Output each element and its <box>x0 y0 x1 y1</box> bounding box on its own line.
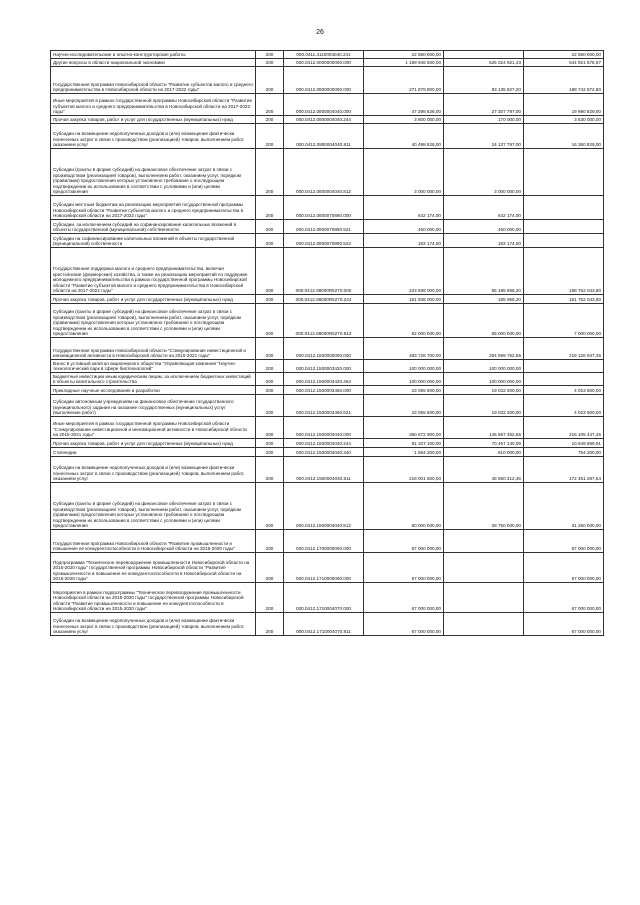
row-classification-code: 000.0412.1500004040.811 <box>284 457 364 483</box>
table-row <box>51 448 604 457</box>
row-line-code: 200 <box>256 613 284 636</box>
table-row <box>51 67 604 94</box>
row-executed-amount: 185 956,20 <box>444 295 524 304</box>
row-line-code: 200 <box>256 448 284 457</box>
row-classification-code: 000.0412.0000000000.000 <box>284 59 364 67</box>
row-name: Субсидии (гранты в форме субсидий) на финансовое обеспечение затрат в связи с производством (реализацией товаров), выполнением работ, оказанием услуг, порядком (правилами) предоставления которых установлено требование о последующем подтверждении их использования в соответствии с условиями и (или) целями предоставления <box>51 483 256 530</box>
row-classification-code: 000.0412.1710004070.000 <box>284 583 364 613</box>
row-classification-code: 000.0412.0800004040.000 <box>284 94 364 116</box>
row-line-code: 200 <box>256 553 284 583</box>
row-executed-amount: 27 307 797,00 <box>444 94 524 116</box>
row-executed-amount: 264 599 752,55 <box>444 338 524 360</box>
row-classification-code: 000.0412.1700000000.000 <box>284 530 364 553</box>
row-approved-amount: 192 174,00 <box>364 234 444 248</box>
row-line-code: 200 <box>256 395 284 417</box>
row-executed-amount <box>444 613 524 636</box>
table-row <box>51 220 604 234</box>
table-row <box>51 234 604 248</box>
table-row <box>51 94 604 116</box>
row-line-code: 200 <box>256 51 284 59</box>
row-unexecuted-amount <box>524 373 604 386</box>
row-classification-code: 000.0412.0800004040.812 <box>284 149 364 196</box>
row-line-code: 200 <box>256 373 284 386</box>
row-approved-amount: 1 564 200,00 <box>364 448 444 457</box>
row-executed-amount: 70 457 140,09 <box>444 439 524 448</box>
row-name: Государственная программа Новосибирской области "Развитие субъектов малого и среднего предпринимательства в Новосибирской области на 2017-2022 годы" <box>51 67 256 94</box>
page-number: 26 <box>316 29 324 36</box>
row-name: Прикладные научные исследования и разработки <box>51 386 256 395</box>
row-line-code: 200 <box>256 67 284 94</box>
row-name: Прочая закупка товаров, работ и услуг для государственных (муниципальных) нужд <box>51 116 256 124</box>
row-line-code: 200 <box>256 338 284 360</box>
row-approved-amount: 62 000 000,00 <box>364 304 444 338</box>
row-executed-amount: 100 000 000,00 <box>444 360 524 373</box>
row-unexecuted-amount <box>524 220 604 234</box>
row-name: Субсидии на возмещение недополученных доходов и (или) возмещение фактически понесенных затрат в связи с производством (реализацией) товаров, выполнением работ, оказанием услуг <box>51 457 256 483</box>
row-name: Другие вопросы в области национальной экономики <box>51 59 256 67</box>
row-executed-amount <box>444 583 524 613</box>
table-row <box>51 304 604 338</box>
row-unexecuted-amount <box>524 360 604 373</box>
table-row <box>51 483 604 530</box>
row-line-code: 200 <box>256 196 284 220</box>
row-approved-amount: 23 055 800,00 <box>364 386 444 395</box>
row-unexecuted-amount <box>524 149 604 196</box>
table-row <box>51 295 604 304</box>
row-executed-amount: 525 024 921,43 <box>444 59 524 67</box>
row-executed-amount: 28 750 000,00 <box>444 483 524 530</box>
row-classification-code: 000.0412.08000R5270.244 <box>284 295 364 304</box>
row-unexecuted-amount: 67 000 000,00 <box>524 583 604 613</box>
row-approved-amount: 218 001 600,00 <box>364 457 444 483</box>
row-classification-code: 000.0412.0800070890.521 <box>284 220 364 234</box>
row-classification-code: 000.0412.1500004040.000 <box>284 417 364 439</box>
row-line-code: 200 <box>256 295 284 304</box>
table-row <box>51 386 604 395</box>
row-approved-amount: 40 498 626,00 <box>364 124 444 149</box>
row-classification-code: 000.0412.0800004040.244 <box>284 116 364 124</box>
row-classification-code: 000.0411.4110004040.241 <box>284 51 364 59</box>
row-approved-amount: 223 938 000,00 <box>364 248 444 295</box>
table-row <box>51 51 604 59</box>
row-executed-amount: 100 000 000,00 <box>444 373 524 386</box>
table-row <box>51 196 604 220</box>
row-approved-amount: 3 000 000,00 <box>364 149 444 196</box>
row-classification-code: 000.0412.0800070890.000 <box>284 196 364 220</box>
table-row <box>51 583 604 613</box>
row-approved-amount: 360 672 900,00 <box>364 417 444 439</box>
row-line-code: 200 <box>256 94 284 116</box>
row-approved-amount: 100 000 000,00 <box>364 360 444 373</box>
row-unexecuted-amount <box>524 196 604 220</box>
row-name: Взнос в уставный капитал акционерного общества "Управляющая компания "Научно-технологический парк в сфере биотехнологий" <box>51 360 256 373</box>
row-name: Бюджетные инвестиции иным юридическим лицам, за исключением бюджетных инвестиций в объекты капитального строительства <box>51 373 256 386</box>
row-classification-code: 000.0412.0800004040.811 <box>284 124 364 149</box>
table-row <box>51 116 604 124</box>
row-classification-code: 000.0412.08000R5270.000 <box>284 248 364 295</box>
row-classification-code: 000.0412.1500003420.452 <box>284 373 364 386</box>
row-line-code: 200 <box>256 530 284 553</box>
row-name: Субсидии (гранты в форме субсидий) на финансовое обеспечение затрат в связи с производством (реализацией товаров), выполнением работ, оказанием услуг, порядком (правилами) предоставления которых установлено требование о последующем подтверждении их использования в соответствии с условиями и (или) целями предоставления <box>51 304 256 338</box>
row-classification-code: 000.0412.1500003460.621 <box>284 395 364 417</box>
row-name: Подпрограмма "Техническое перевооружение промышленности Новосибирской области на 2015-2020 годы" государственной программы Новосибирской области "Развитие промышленности и повышение ее конкурентоспособности в Новосибирской области на 2015-2020 годы" <box>51 553 256 583</box>
row-line-code: 200 <box>256 234 284 248</box>
row-name: Иные мероприятия в рамках государственной программы Новосибирской области "Стимулирование инвестиционной и инновационной активности в Новосибирской области на 2015-2021 годы" <box>51 417 256 439</box>
row-unexecuted-amount: 10 649 959,91 <box>524 439 604 448</box>
row-approved-amount: 67 000 000,00 <box>364 553 444 583</box>
table-row <box>51 613 604 636</box>
row-line-code: 200 <box>256 304 284 338</box>
row-line-code: 200 <box>256 116 284 124</box>
row-executed-amount: 55 000 000,00 <box>444 304 524 338</box>
row-executed-amount: 45 550 312,46 <box>444 457 524 483</box>
row-executed-amount: 450 000,00 <box>444 220 524 234</box>
row-name: Прочая закупка товаров, работ и услуг для государственных (муниципальных) нужд <box>51 295 256 304</box>
row-name: Иные мероприятия в рамках государственной программы Новосибирской области "Развитие субъектов малого и среднего предпринимательства в Новосибирской области на 2017-2022 годы" <box>51 94 256 116</box>
table-row <box>51 360 604 373</box>
row-unexecuted-amount: 219 128 947,45 <box>524 338 604 360</box>
row-classification-code: 000.0412.1710000000.000 <box>284 553 364 583</box>
row-approved-amount: 81 107 100,00 <box>364 439 444 448</box>
row-executed-amount <box>444 51 524 59</box>
row-unexecuted-amount: 4 023 500,00 <box>524 395 604 417</box>
row-line-code: 200 <box>256 124 284 149</box>
row-line-code: 200 <box>256 439 284 448</box>
row-line-code: 200 <box>256 386 284 395</box>
row-name: Субсидии местным бюджетам на реализацию мероприятий государственной программы Новосибирской области "Развитие субъектов малого и среднего предпринимательства в Новосибирской области на 2017-2022 годы" <box>51 196 256 220</box>
row-unexecuted-amount: 19 990 829,00 <box>524 94 604 116</box>
row-approved-amount: 483 728 700,00 <box>364 338 444 360</box>
row-classification-code: 000.0412.1500003420.000 <box>284 360 364 373</box>
row-approved-amount: 23 055 800,00 <box>364 395 444 417</box>
row-name: Государственная программа Новосибирской области "Развитие промышленности и повышение ее конкурентоспособности в Новосибирской области на 2015-2020 годы" <box>51 530 256 553</box>
row-line-code: 200 <box>256 248 284 295</box>
row-classification-code: 000.0412.1500004040.340 <box>284 448 364 457</box>
row-approved-amount: 161 938 000,00 <box>364 295 444 304</box>
row-unexecuted-amount: 22 580 000,00 <box>524 51 604 59</box>
row-approved-amount: 47 298 626,00 <box>364 94 444 116</box>
row-approved-amount: 1 169 946 500,00 <box>364 59 444 67</box>
row-line-code: 200 <box>256 457 284 483</box>
table-row <box>51 395 604 417</box>
row-classification-code: 000.0412.1500004040.812 <box>284 483 364 530</box>
row-unexecuted-amount: 754 200,00 <box>524 448 604 457</box>
row-classification-code: 000.0412.1500000000.000 <box>284 338 364 360</box>
row-approved-amount: 271 878 800,00 <box>364 67 444 94</box>
row-approved-amount: 3 800 000,00 <box>364 116 444 124</box>
row-name: Стипендии <box>51 448 256 457</box>
row-classification-code: 000.0412.1500004040.244 <box>284 439 364 448</box>
table-row <box>51 439 604 448</box>
row-executed-amount: 145 567 452,55 <box>444 417 524 439</box>
row-name: Субсидии автономным учреждениям на финансовое обеспечение государственного (муниципального) задания на оказание государственных (муниципальных) услуг (выполнение работ) <box>51 395 256 417</box>
row-line-code: 200 <box>256 417 284 439</box>
row-line-code: 200 <box>256 149 284 196</box>
row-unexecuted-amount: 16 360 829,00 <box>524 124 604 149</box>
row-approved-amount: 450 000,00 <box>364 220 444 234</box>
row-name: Субсидии на возмещение недополученных доходов и (или) возмещение фактически понесенных затрат в связи с производством (реализацией) товаров, выполнением работ, оказанием услуг <box>51 124 256 149</box>
row-executed-amount: 192 174,00 <box>444 234 524 248</box>
row-name: Государственная программа Новосибирской области "Стимулирование инвестиционной и инновационной активности в Новосибирской области на 2015-2021 годы" <box>51 338 256 360</box>
row-approved-amount: 67 000 000,00 <box>364 530 444 553</box>
row-name: Субсидии, за исключением субсидий на софинансирование капитальных вложений в объекты государственной (муниципальной) собственности <box>51 220 256 234</box>
row-unexecuted-amount: 67 000 000,00 <box>524 553 604 583</box>
row-name: Мероприятия в рамках подпрограммы "Техническое перевооружение промышленности Новосибирской области на 2015-2020 годы" государственной программы Новосибирской области "Развитие промышленности и повышение ее конкурентоспособности в Новосибирской области на 2015-2020 годы" <box>51 583 256 613</box>
row-executed-amount: 170 000,00 <box>444 116 524 124</box>
table-row <box>51 248 604 295</box>
row-unexecuted-amount: 172 451 287,54 <box>524 457 604 483</box>
row-classification-code: 000.0412.0800070890.522 <box>284 234 364 248</box>
table-row <box>51 124 604 149</box>
row-unexecuted-amount <box>524 234 604 248</box>
row-executed-amount: 642 174,00 <box>444 196 524 220</box>
row-line-code: 200 <box>256 220 284 234</box>
row-approved-amount: 22 580 000,00 <box>364 51 444 59</box>
table-row <box>51 338 604 360</box>
row-unexecuted-amount: 161 752 043,80 <box>524 295 604 304</box>
row-executed-amount: 55 185 956,20 <box>444 248 524 295</box>
row-unexecuted-amount: 3 630 000,00 <box>524 116 604 124</box>
row-approved-amount: 60 000 000,00 <box>364 483 444 530</box>
row-approved-amount: 100 000 000,00 <box>364 373 444 386</box>
budget-table <box>50 50 604 636</box>
row-name: Научно-исследовательские и опытно-конструкторские работы <box>51 51 256 59</box>
row-unexecuted-amount: 215 105 447,45 <box>524 417 604 439</box>
row-name: Государственная поддержка малого и среднего предпринимательства, включая крестьянские (фермерские) хозяйства, а также на реализацию мероприятий по поддержке молодежного предпринимательства в рамках государственной программы Новосибирской области "Развитие субъектов малого и среднего предпринимательства в Новосибирской области на 2017-2022 годы" <box>51 248 256 295</box>
table-row <box>51 457 604 483</box>
row-name: Субсидии на возмещение недополученных доходов и (или) возмещение фактически понесенных затрат в связи с производством (реализацией) товаров, выполнением работ, оказанием услуг <box>51 613 256 636</box>
row-unexecuted-amount: 7 000 000,00 <box>524 304 604 338</box>
table-row <box>51 417 604 439</box>
row-line-code: 200 <box>256 59 284 67</box>
row-unexecuted-amount: 67 000 000,00 <box>524 613 604 636</box>
row-executed-amount <box>444 530 524 553</box>
row-executed-amount: 810 000,00 <box>444 448 524 457</box>
row-executed-amount: 24 137 797,00 <box>444 124 524 149</box>
row-approved-amount: 67 000 000,00 <box>364 613 444 636</box>
row-classification-code: 000.0412.1710004070.811 <box>284 613 364 636</box>
row-executed-amount: 83 135 927,20 <box>444 67 524 94</box>
budget-table-body <box>51 51 604 636</box>
row-executed-amount: 3 000 000,00 <box>444 149 524 196</box>
row-unexecuted-amount: 31 250 000,00 <box>524 483 604 530</box>
row-line-code: 200 <box>256 483 284 530</box>
row-executed-amount: 19 032 300,00 <box>444 395 524 417</box>
row-name: Субсидии (гранты в форме субсидий) на финансовое обеспечение затрат в связи с производством (реализацией товаров), выполнением работ, оказанием услуг, порядком (правилами) предоставления которых установлено требование о последующем подтверждении их использования в соответствии с условиями и (или) целями предоставления <box>51 149 256 196</box>
row-unexecuted-amount: 188 742 872,80 <box>524 67 604 94</box>
table-row <box>51 149 604 196</box>
row-unexecuted-amount: 168 752 043,80 <box>524 248 604 295</box>
row-executed-amount <box>444 553 524 583</box>
row-unexecuted-amount: 4 023 500,00 <box>524 386 604 395</box>
row-approved-amount: 642 174,00 <box>364 196 444 220</box>
row-approved-amount: 67 000 000,00 <box>364 583 444 613</box>
row-classification-code: 000.0412.0800000000.000 <box>284 67 364 94</box>
row-classification-code: 000.0412.1500003460.000 <box>284 386 364 395</box>
table-row <box>51 530 604 553</box>
row-name: Прочая закупка товаров, работ и услуг для государственных (муниципальных) нужд <box>51 439 256 448</box>
row-name: Субсидии на софинансирование капитальных вложений в объекты государственной (муниципальной) собственности <box>51 234 256 248</box>
row-unexecuted-amount: 67 000 000,00 <box>524 530 604 553</box>
row-classification-code: 000.0412.08000R5270.812 <box>284 304 364 338</box>
row-line-code: 200 <box>256 583 284 613</box>
table-row <box>51 373 604 386</box>
table-row <box>51 59 604 67</box>
row-unexecuted-amount: 644 921 578,57 <box>524 59 604 67</box>
row-line-code: 200 <box>256 360 284 373</box>
table-row <box>51 553 604 583</box>
row-executed-amount: 19 032 300,00 <box>444 386 524 395</box>
